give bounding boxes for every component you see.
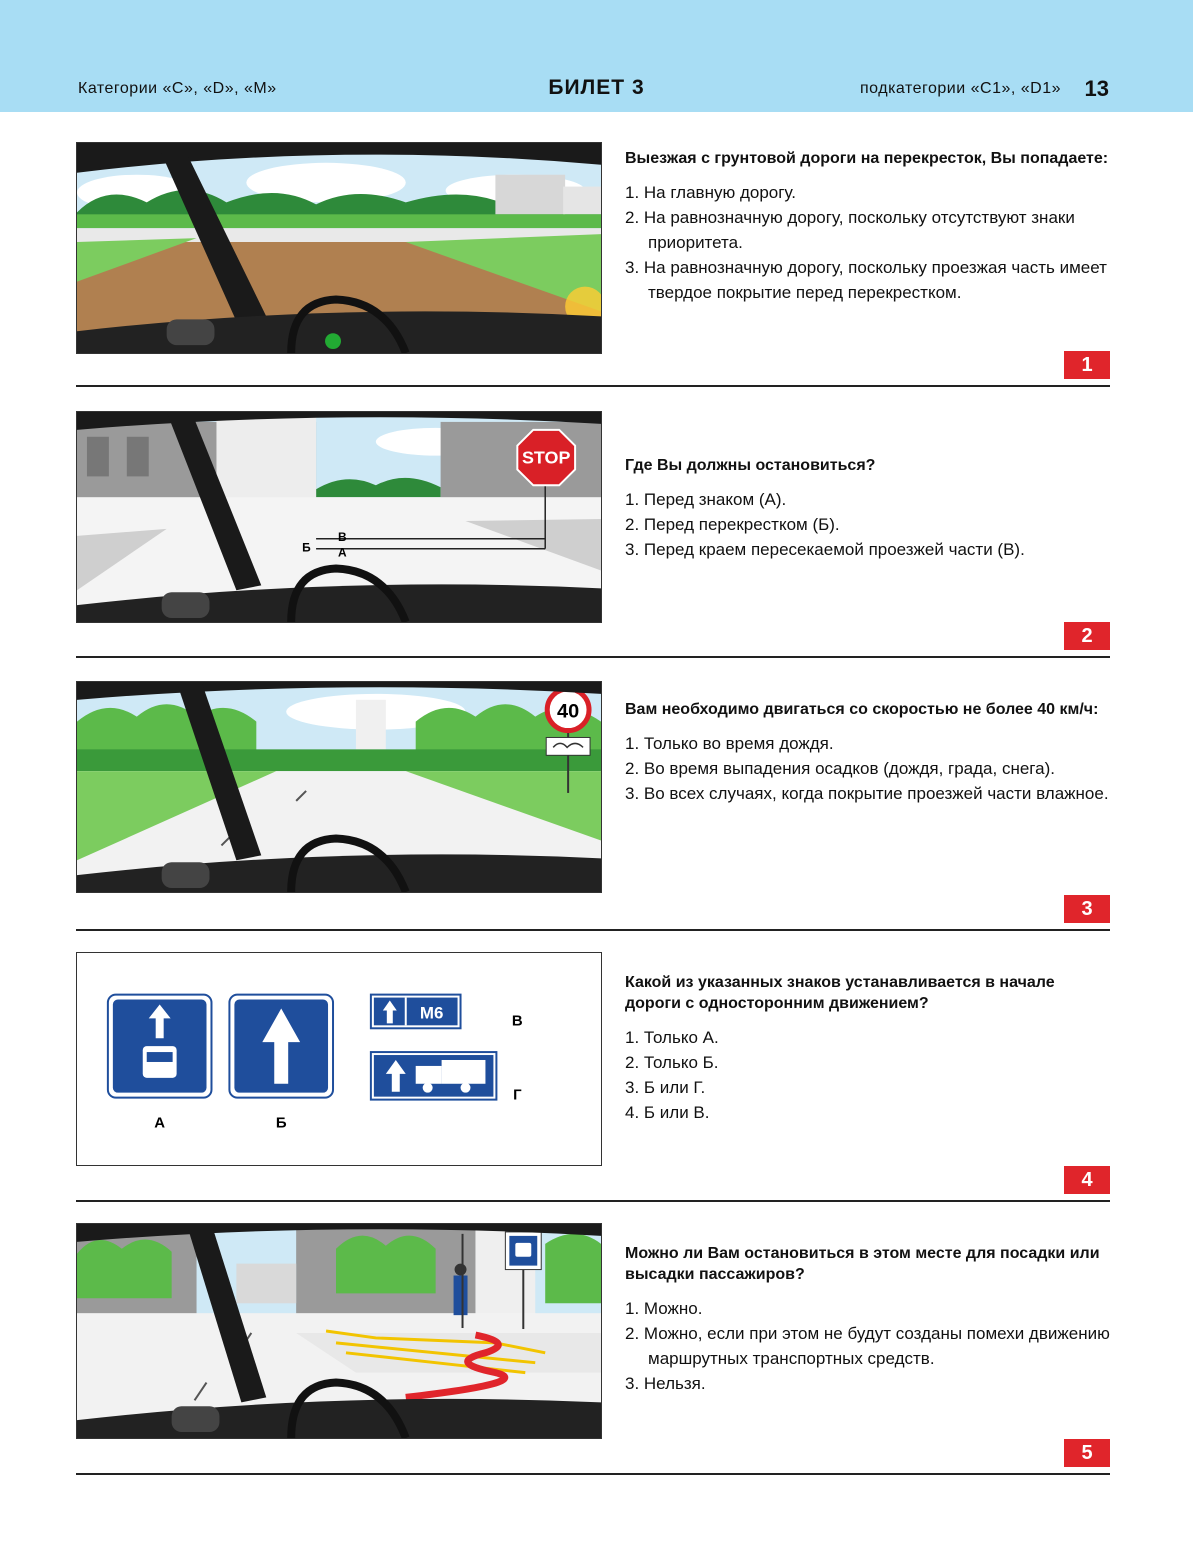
- answer-4-3[interactable]: 3. Б или Г.: [625, 1078, 706, 1097]
- answer-3-2[interactable]: 2. Во время выпадения осадков (дождя, града, снега).: [625, 759, 1055, 778]
- question-5-title: Можно ли Вам остановиться в этом месте для посадки или высадки пассажиров?: [625, 1245, 1100, 1283]
- page-header: [0, 0, 1193, 116]
- answer-2-2[interactable]: 2. Перед перекрестком (Б).: [625, 515, 840, 534]
- speed-limit-value: 40: [557, 700, 580, 723]
- page-number: 13: [1084, 76, 1109, 101]
- label-v: В: [338, 529, 347, 544]
- question-4-illustration: [76, 952, 602, 1166]
- answer-1-3[interactable]: 3. На равнозначную дорогу, поскольку проезжая часть имеет твердое покрытие перед перекрестком.: [625, 258, 1107, 302]
- answer-4-4[interactable]: 4. Б или В.: [625, 1103, 710, 1122]
- ticket-title: БИЛЕТ 3: [548, 76, 645, 99]
- question-number-badge: 5: [1064, 1439, 1110, 1467]
- question-4-text: [625, 972, 1115, 1125]
- divider: [76, 929, 1110, 931]
- answer-2-3[interactable]: 3. Перед краем пересекаемой проезжей части (В).: [625, 540, 1025, 559]
- question-4-title: Какой из указанных знаков устанавливается в начале дороги с односторонним движением?: [625, 974, 1055, 1012]
- pedestrian-figure: [454, 1276, 468, 1316]
- answer-2-1[interactable]: 1. Перед знаком (А).: [625, 490, 787, 509]
- question-2-illustration: [76, 411, 602, 623]
- question-1-text: [625, 148, 1115, 305]
- label-b: Б: [302, 540, 311, 555]
- question-3-title: Вам необходимо двигаться со скоростью не более 40 км/ч:: [625, 701, 1099, 718]
- question-number-badge: 1: [1064, 351, 1110, 379]
- divider: [76, 385, 1110, 387]
- question-2-title: Где Вы должны остановиться?: [625, 457, 876, 474]
- question-5-illustration: [76, 1223, 602, 1439]
- answer-5-3[interactable]: 3. Нельзя.: [625, 1374, 706, 1393]
- question-2-text: [625, 455, 1115, 562]
- question-5-text: [625, 1243, 1115, 1396]
- question-number-badge: 3: [1064, 895, 1110, 923]
- divider: [76, 1473, 1110, 1475]
- question-1-title: Выезжая с грунтовой дороги на перекресток, Вы попадаете:: [625, 150, 1109, 167]
- answer-3-1[interactable]: 1. Только во время дождя.: [625, 734, 834, 753]
- answer-5-2[interactable]: 2. Можно, если при этом не будут созданы помехи движению маршрутных транспортных средств.: [625, 1324, 1110, 1368]
- divider: [76, 1200, 1110, 1202]
- stop-sign-text: STOP: [521, 447, 571, 468]
- question-1-illustration: [76, 142, 602, 354]
- question-3-illustration: [76, 681, 602, 893]
- label-g: Г: [513, 1087, 522, 1104]
- question-4: [0, 952, 1193, 1202]
- question-2: [0, 411, 1193, 661]
- answer-1-1[interactable]: 1. На главную дорогу.: [625, 183, 796, 202]
- question-3: [0, 681, 1193, 931]
- question-1: [0, 142, 1193, 392]
- label-a: А: [338, 545, 347, 560]
- divider: [76, 656, 1110, 658]
- answer-4-2[interactable]: 2. Только Б.: [625, 1053, 719, 1072]
- subcategories-label: подкатегории «C1», «D1»: [860, 80, 1061, 97]
- categories-label: Категории «C», «D», «M»: [78, 80, 277, 97]
- answer-4-1[interactable]: 1. Только А.: [625, 1028, 719, 1047]
- answer-5-1[interactable]: 1. Можно.: [625, 1299, 703, 1318]
- question-number-badge: 2: [1064, 622, 1110, 650]
- question-3-text: [625, 699, 1115, 806]
- label-v: В: [511, 1013, 523, 1030]
- label-b: Б: [275, 1115, 287, 1132]
- answer-1-2[interactable]: 2. На равнозначную дорогу, поскольку отсутствуют знаки приоритета.: [625, 208, 1075, 252]
- answer-3-3[interactable]: 3. Во всех случаях, когда покрытие проезжей части влажное.: [625, 784, 1109, 803]
- question-5: [0, 1223, 1193, 1473]
- sign-v-road-number: М6: [419, 1003, 444, 1023]
- question-number-badge: 4: [1064, 1166, 1110, 1194]
- label-a: А: [154, 1115, 166, 1132]
